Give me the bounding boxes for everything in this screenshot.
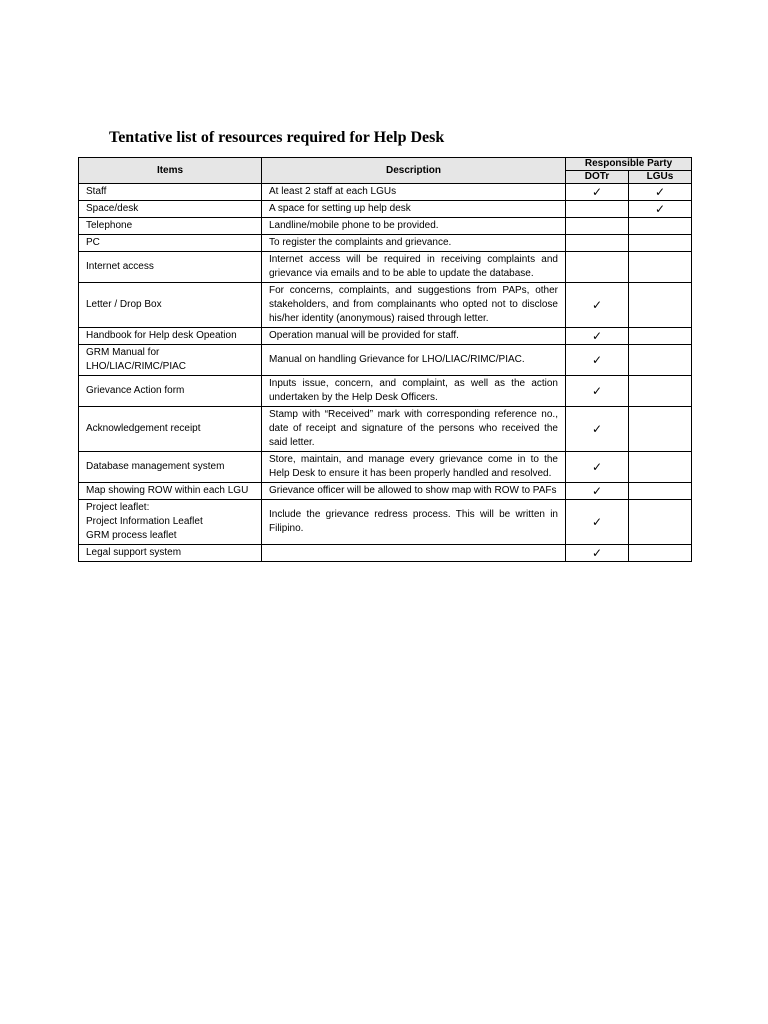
description-cell: Manual on handling Grievance for LHO/LIAC/RIMC/PIAC. (262, 345, 566, 376)
lgus-check-cell (629, 376, 692, 407)
lgus-check-cell (629, 218, 692, 235)
description-cell: A space for setting up help desk (262, 201, 566, 218)
document-title: Tentative list of resources required for Help Desk (109, 129, 445, 146)
dotr-check-cell: ✓ (566, 345, 629, 376)
lgus-check-cell (629, 545, 692, 562)
table-row (79, 500, 692, 545)
item-cell: Internet access (79, 252, 262, 283)
description-cell: Include the grievance redress process. This will be written in Filipino. (262, 500, 566, 545)
lgus-check-cell: ✓ (629, 184, 692, 201)
lgus-check-cell (629, 407, 692, 452)
dotr-check-cell (566, 218, 629, 235)
item-cell: Handbook for Help desk Opeation (79, 328, 262, 345)
item-cell: Space/desk (79, 201, 262, 218)
lgus-check-cell (629, 345, 692, 376)
item-cell: PC (79, 235, 262, 252)
dotr-check-cell (566, 252, 629, 283)
dotr-check-cell (566, 201, 629, 218)
table-body (79, 184, 692, 562)
lgus-check-cell (629, 328, 692, 345)
description-cell: Operation manual will be provided for staff. (262, 328, 566, 345)
table-row (79, 376, 692, 407)
header-description: Description (262, 158, 566, 184)
table-row (79, 218, 692, 235)
table-row (79, 252, 692, 283)
table-row (79, 483, 692, 500)
table-row (79, 283, 692, 328)
dotr-check-cell (566, 235, 629, 252)
lgus-check-cell (629, 283, 692, 328)
table-row (79, 545, 692, 562)
description-cell: Stamp with “Received” mark with corresponding reference no., date of receipt and signature of the persons who received the said letter. (262, 407, 566, 452)
header-items: Items (79, 158, 262, 184)
dotr-check-cell: ✓ (566, 483, 629, 500)
table-row (79, 235, 692, 252)
table-row (79, 328, 692, 345)
dotr-check-cell: ✓ (566, 407, 629, 452)
item-cell: Staff (79, 184, 262, 201)
lgus-check-cell: ✓ (629, 201, 692, 218)
lgus-check-cell (629, 500, 692, 545)
description-cell: Internet access will be required in receiving complaints and grievance via emails and to be able to update the database. (262, 252, 566, 283)
header-responsible-party: Responsible Party (566, 158, 692, 171)
description-cell: For concerns, complaints, and suggestions from PAPs, other stakeholders, and from complainants who opted not to disclose his/her identity (anonymous) raised through letter. (262, 283, 566, 328)
table-row (79, 452, 692, 483)
lgus-check-cell (629, 483, 692, 500)
item-cell: Map showing ROW within each LGU (79, 483, 262, 500)
lgus-check-cell (629, 452, 692, 483)
dotr-check-cell: ✓ (566, 328, 629, 345)
table-row (79, 407, 692, 452)
lgus-check-cell (629, 235, 692, 252)
dotr-check-cell: ✓ (566, 452, 629, 483)
dotr-check-cell: ✓ (566, 376, 629, 407)
description-cell: Landline/mobile phone to be provided. (262, 218, 566, 235)
description-cell: Inputs issue, concern, and complaint, as well as the action undertaken by the Help Desk Officers. (262, 376, 566, 407)
header-dotr: DOTr (566, 171, 629, 184)
description-cell: Grievance officer will be allowed to show map with ROW to PAFs (262, 483, 566, 500)
item-cell: Legal support system (79, 545, 262, 562)
dotr-check-cell: ✓ (566, 184, 629, 201)
description-cell (262, 545, 566, 562)
item-cell: Database management system (79, 452, 262, 483)
lgus-check-cell (629, 252, 692, 283)
item-cell: Telephone (79, 218, 262, 235)
description-cell: At least 2 staff at each LGUs (262, 184, 566, 201)
table-row (79, 201, 692, 218)
resources-table (78, 157, 692, 562)
dotr-check-cell: ✓ (566, 500, 629, 545)
table-header (79, 158, 692, 184)
item-cell: Letter / Drop Box (79, 283, 262, 328)
dotr-check-cell: ✓ (566, 545, 629, 562)
item-cell: Project leaflet: Project Information Leaflet GRM process leaflet (79, 500, 262, 545)
item-cell: Acknowledgement receipt (79, 407, 262, 452)
item-cell: Grievance Action form (79, 376, 262, 407)
table-row (79, 184, 692, 201)
dotr-check-cell: ✓ (566, 283, 629, 328)
header-lgus: LGUs (629, 171, 692, 184)
description-cell: Store, maintain, and manage every grievance come in to the Help Desk to ensure it has been properly handled and resolved. (262, 452, 566, 483)
item-cell: GRM Manual for LHO/LIAC/RIMC/PIAC (79, 345, 262, 376)
description-cell: To register the complaints and grievance. (262, 235, 566, 252)
table-row (79, 345, 692, 376)
